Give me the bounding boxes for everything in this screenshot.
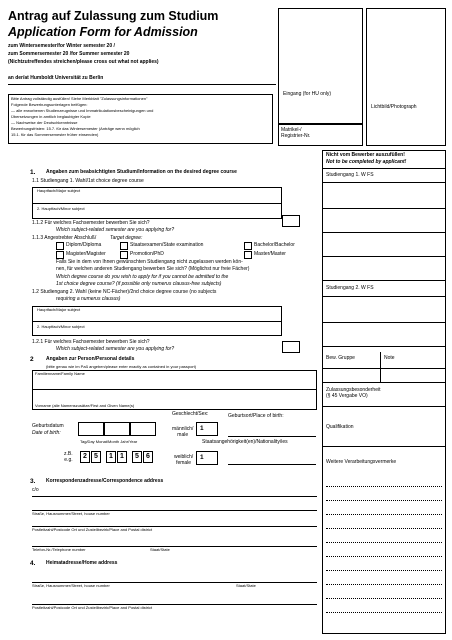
- alternative-question-en-2: 1st choice degree course? (if possible only numerus clausus-free subjects): [56, 281, 222, 287]
- co-label: c/o: [32, 487, 39, 493]
- semester-question-en: Which subject-related semester are you applying for?: [56, 227, 175, 233]
- female-example-value: 1: [200, 454, 204, 461]
- checkbox-magister[interactable]: [56, 251, 64, 259]
- example-digit: 1: [106, 451, 116, 463]
- instructions-line: Übersetzungen in amtlich beglaubigter Kopie: [11, 114, 91, 119]
- office-bew-gruppe: Bew. Gruppe: [326, 355, 355, 361]
- degree-question-en: Target degree:: [110, 235, 143, 241]
- example-digit: 5: [91, 451, 101, 463]
- birthplace-label: Geburtsort/Place of birth:: [228, 413, 284, 419]
- section-1-title: Angaben zum beabsichtigten Studium/Information on the desired degree course: [46, 169, 237, 175]
- course-2-fields[interactable]: [32, 306, 282, 336]
- dob-month-input[interactable]: [104, 422, 130, 436]
- female-label: weiblich/ female: [174, 454, 194, 466]
- checkbox-diplom[interactable]: [56, 242, 64, 250]
- alternative-question-de-2: nen, für welchen anderen Studiengang bewerben Sie sich? (Möglichst nur freie Fächer): [56, 266, 250, 272]
- university-line: an der/at Humboldt Universität zu Berlin: [8, 75, 104, 81]
- option-staatsexamen: Staatsexamen/State examination: [130, 242, 204, 248]
- option-bachelor: Bachelor/Bachelor: [254, 242, 295, 248]
- photo-label: Lichtbild/Photograph: [371, 104, 417, 110]
- eingang-label: Eingang (for HU only): [283, 91, 332, 97]
- option-master: Master/Master: [254, 251, 286, 257]
- sex-label: Geschlecht/Sex:: [172, 411, 209, 417]
- instructions-box: [8, 94, 273, 144]
- instructions-line: — alle erworbenen Studienzeugnisse und Immatrikulationsbescheinigungen und: [11, 108, 154, 113]
- alternative-question-de-1: Falls Sie in dem von Ihnen gewünschten Studiengang nicht zugelassen werden kön-: [56, 259, 243, 265]
- office-studiengang-1: Studiengang 1. W FS: [326, 172, 374, 178]
- office-studiengang-2: Studiengang 2. W FS: [326, 285, 374, 291]
- dob-day-input[interactable]: [78, 422, 104, 436]
- degree-question-de: 1.1.3 Angestrebter Abschluß/: [32, 235, 97, 241]
- postcode-label: Postleitzahl/Postcode Ort und Zustellbezirk/Place and Postal district: [32, 527, 153, 532]
- dob-label-en: Date of birth:: [32, 430, 61, 436]
- family-name-label: Familienname/Family Name: [35, 371, 85, 376]
- semester-input-2[interactable]: [282, 341, 300, 353]
- example-digit: 1: [117, 451, 127, 463]
- alternative-question-en-1: Which degree course do you wish to apply for if you cannot be admitted to the: [56, 274, 229, 280]
- checkbox-staatsexamen[interactable]: [120, 242, 128, 250]
- male-example-value: 1: [200, 425, 204, 432]
- male-label: männlich/ male: [172, 426, 194, 438]
- home-state-label: Staat/State: [236, 583, 256, 588]
- major-subject-label: Hauptfach/Major subject: [37, 188, 81, 193]
- eingang-box: [278, 8, 363, 124]
- office-notice-de: Nicht vom Bewerber auszufüllen!: [326, 152, 405, 158]
- matrikel-label: Matrikel-/ Registrier-Nr.: [281, 127, 311, 139]
- course-1-heading: 1.1 Studiengang 1. Wahl/1st choice degree course: [32, 178, 144, 184]
- section-4-number: 4.: [30, 560, 36, 567]
- form-title-de: Antrag auf Zulassung zum Studium: [8, 9, 219, 23]
- home-street-label: Straße, Hausnummer/Street, house number: [32, 583, 110, 588]
- example-digit: 6: [143, 451, 153, 463]
- office-zulassung: Zulassungsbesonderheit (§ 45 Vergabe VO): [326, 387, 381, 399]
- instructions-line: Bewerbungsfristen: 15.7. für das Wintersemester (Anträge wenn möglich: [11, 126, 140, 131]
- passport-note: (bitte genau wie im Paß angeben/please enter exactly as contained in your passport): [46, 364, 197, 369]
- semester-question-2-en: Which subject-related semester are you applying for?: [56, 346, 175, 352]
- example-digit: 2: [80, 451, 90, 463]
- state-label: Staat/State: [150, 547, 170, 552]
- office-notice-en: Not to be completed by applicant!: [326, 159, 407, 165]
- nationality-label: Staatsangehörigkeit(en)/Nationality/ies: [202, 439, 288, 445]
- instructions-line: Bitte Antrag vollständig ausfüllen! Siehe Merkblatt "Zulassungsinformationen": [11, 96, 148, 101]
- course-2-heading-en: requiring a numerus clausus): [56, 296, 121, 302]
- semester-input-1[interactable]: [282, 215, 300, 227]
- cross-out-note: (Nichtzutreffendes streichen/please cross out what not applies): [8, 59, 159, 65]
- street-label: Straße, Hausnummer/Street, house number: [32, 511, 110, 516]
- section-3-number: 3.: [30, 478, 36, 485]
- sex-example-box: [196, 451, 218, 465]
- instructions-line: 15.1. für das Sommersemester früher einsenden): [11, 132, 99, 137]
- first-name-label: Vorname (alle Namenszusätze/First and Given Name(s): [35, 403, 135, 408]
- instructions-line: Folgende Bewerbungsunterlagen beifügen:: [11, 102, 88, 107]
- photo-box[interactable]: [366, 8, 446, 146]
- course-2-heading: 1.2 Studiengang 2. Wahl (keine NC-Fächer)/2nd choice degree course (no subjects: [32, 289, 217, 295]
- section-2-title: Angaben zur Person/Personal details: [46, 356, 135, 362]
- form-title-en: Application Form for Admission: [8, 25, 198, 39]
- major-subject-label-2: Hauptfach/Major subject: [37, 307, 81, 312]
- home-postcode-label: Postleitzahl/Postcode Ort und Zustellbezirk/Place and Postal district: [32, 605, 153, 610]
- section-2-number: 2: [30, 356, 34, 363]
- matrikel-box[interactable]: [278, 124, 363, 146]
- instructions-line: — Nachweise der Deutschkenntnisse: [11, 120, 78, 125]
- option-promotion: Promotion/PhD: [130, 251, 164, 257]
- example-digit: 5: [132, 451, 142, 463]
- option-diplom: Diplom/Diploma: [66, 242, 102, 248]
- semester-line-2: zum Sommersemester 20 /for Summer semester 20: [8, 51, 130, 57]
- dob-year-input[interactable]: [130, 422, 156, 436]
- section-1-number: 1.: [30, 169, 36, 176]
- office-weitere: Weitere Verarbeitungsvermerke: [326, 459, 397, 465]
- option-magister: Magister/Magister: [66, 251, 106, 257]
- office-note: Note: [384, 355, 395, 361]
- office-qualifikation: Qualifikation: [326, 424, 354, 430]
- section-4-title: Heimatadresse/Home address: [46, 560, 118, 566]
- name-fields[interactable]: [32, 370, 317, 410]
- example-label: z.B. e.g.: [64, 451, 73, 463]
- checkbox-master[interactable]: [244, 251, 252, 259]
- sex-input[interactable]: [196, 422, 218, 436]
- checkbox-promotion[interactable]: [120, 251, 128, 259]
- semester-question-de: 1.1.2 Für welches Fachsemester bewerben Sie sich?: [32, 220, 150, 226]
- minor-subject-label-2: 2. Hauptfach/Minor subject: [37, 324, 85, 329]
- phone-label: Telefon-Nr./Telephone number: [32, 547, 86, 552]
- semester-question-2-de: 1.2.1 Für welches Fachsemester bewerben Sie sich?: [32, 339, 150, 345]
- section-3-title: Korrespondenzadresse/Correspondence address: [46, 478, 164, 484]
- course-1-fields[interactable]: [32, 187, 282, 219]
- semester-line-1: zum Wintersemester/for Winter semester 20 /: [8, 43, 115, 49]
- checkbox-bachelor[interactable]: [244, 242, 252, 250]
- dob-format-label: Tag/Day Monat/Month Jahr/Year: [80, 439, 138, 444]
- dob-label-de: Geburtsdatum: [32, 423, 64, 429]
- minor-subject-label: 2. Hauptfach/Minor subject: [37, 206, 85, 211]
